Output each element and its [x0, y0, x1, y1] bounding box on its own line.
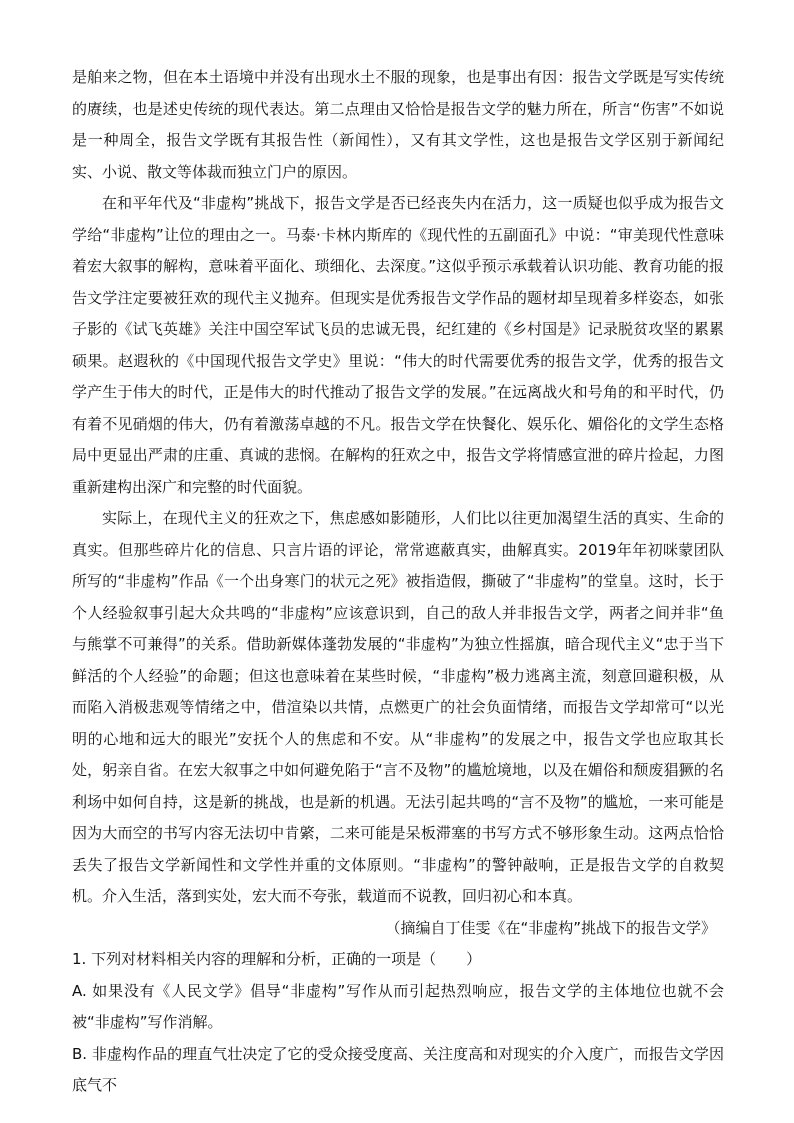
document-page [72, 62, 724, 1102]
question-stem: 1. 下列对材料相关内容的理解和分析，正确的一项是（ ） [72, 950, 482, 968]
paragraph-1: 是舶来之物，但在本土语境中并没有出现水土不服的现象，也是事出有因：报告文学既是写实传统的赓续，也是述史传统的现代表达。第二点理由又恰恰是报告文学的魅力所在，所言“伤害”不如说是一种周全，报告文学既有其报告性（新闻性），又有其文学性，这也是报告文学区别于新闻纪实、小说、散文等体裁而独立门户的原因。 [72, 68, 724, 181]
paragraph-2: 在和平年代及“非虚构”挑战下，报告文学是否已经丧失内在活力，这一质疑也似乎成为报告文学给“非虚构”让位的理由之一。马泰·卡林内斯库的《现代性的五副面孔》中说：“审美现代性意味着宏大叙事的解构，意味着平面化、琐细化、去深度。”这似乎预示承载着认识功能、教育功能的报告文学注定要被狂欢的现代主义抛弃。但现实是优秀报告文学作品的题材却呈现着多样姿态，如张子影的《试飞英雄》关注中国空军试飞员的忠诚无畏，纪红建的《乡村国是》记录脱贫攻坚的累累硕果。赵遐秋的《中国现代报告文学史》里说：“伟大的时代需要优秀的报告文学，优秀的报告文学产生于伟大的时代，正是伟大的时代推动了报告文学的发展。”在远离战火和号角的和平时代，仍有着不见硝烟的伟大，仍有着激荡卓越的不凡。报告文学在快餐化、娱乐化、媚俗化的文学生态格局中更显出严肃的庄重、真诚的悲悯。在解构的狂欢之中，报告文学将情感宣泄的碎片捡起，力图重新建构出深广和完整的时代面貌。 [72, 194, 724, 496]
source-citation: （摘编自丁佳雯《在“非虚构”挑战下的报告文学》 [385, 918, 716, 937]
option-a: A. 如果没有《人民文学》倡导“非虚构”写作从而引起热烈响应，报告文学的主体地位也就不会被“非虚构”写作消解。 [72, 981, 724, 1031]
paragraph-3: 实际上，在现代主义的狂欢之下，焦虑感如影随形，人们比以往更加渴望生活的真实、生命的真实。但那些碎片化的信息、只言片语的评论，常常遮蔽真实，曲解真实。2019年年初咪蒙团队所写的“非虚构”作品《一个出身寒门的状元之死》被指造假，撕破了“非虚构”的堂皇。这时，长于个人经验叙事引起大众共鸣的“非虚构”应该意识到，自己的敌人并非报告文学，两者之间并非“鱼与熊掌不可兼得”的关系。借助新媒体蓬勃发展的“非虚构”为独立性摇旗，暗合现代主义“忠于当下鲜活的个人经验”的命题；但这也意味着在某些时候，“非虚构”极力逃离主流，刻意回避积极，从而陷入消极悲观等情绪之中，借渲染以共情，点燃更广的社会负面情绪，而报告文学却常可“以光明的心地和远大的眼光”安抚个人的焦虑和不安。从“非虚构”的发展之中，报告文学也应取其长处，躬亲自省。在宏大叙事之中如何避免陷于“言不及物”的尴尬境地，以及在媚俗和颓废猖獗的名利场中如何自持，这是新的挑战，也是新的机遇。无法引起共鸣的“言不及物”的尴尬，一来可能是因为大而空的书写内容无法切中肯綮，二来可能是呆板滞塞的书写方式不够形象生动。这两点恰恰丢失了报告文学新闻性和文学性并重的文体原则。“非虚构”的警钟敲响，正是报告文学的自救契机。介入生活，落到实处，宏大而不夸张，载道而不说教，回归初心和本真。 [72, 509, 724, 905]
option-b: B. 非虚构作品的理直气壮决定了它的受众接受度高、关注度高和对现实的介入度广，而报告文学因底气不 [72, 1044, 724, 1094]
